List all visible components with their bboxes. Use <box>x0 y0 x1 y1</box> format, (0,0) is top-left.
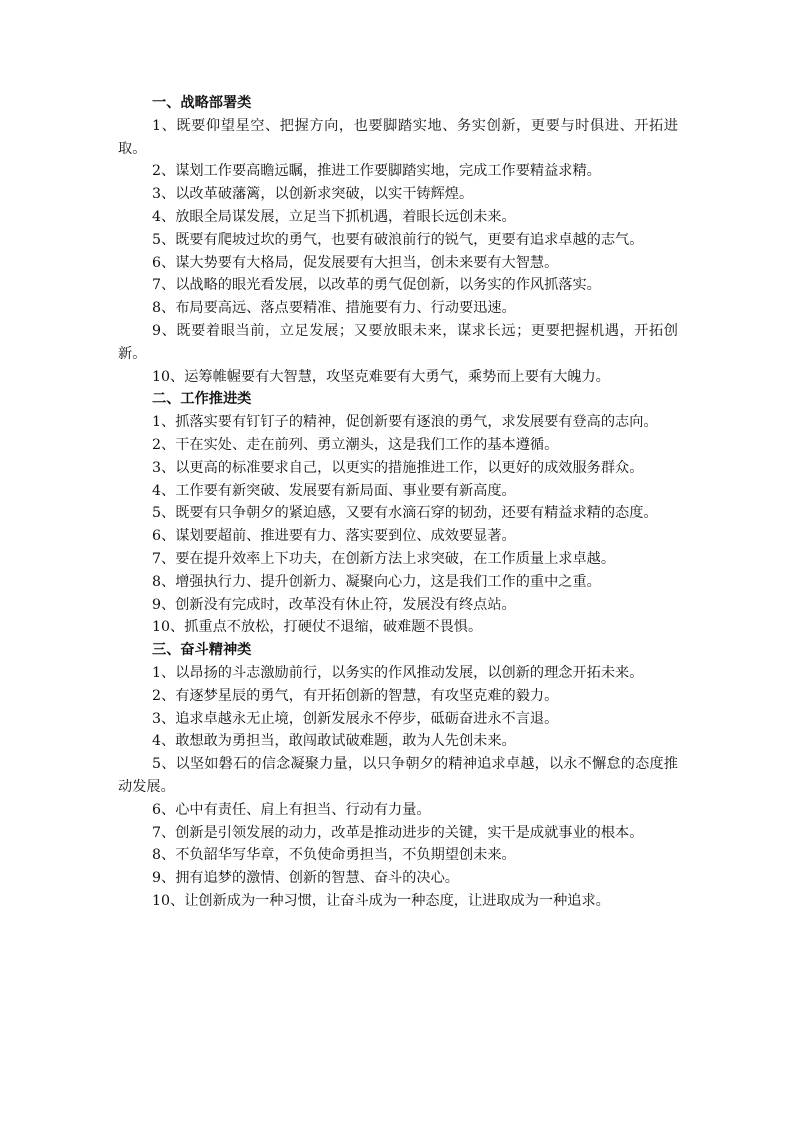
section-heading: 三、奋斗精神类 <box>152 642 252 659</box>
list-item: 5、既要有爬坡过坎的勇气，也要有破浪前行的锐气，更要有追求卓越的志气。 <box>152 231 644 248</box>
list-item: 6、谋大势要有大格局，促发展要有大担当，创未来要有大智慧。 <box>152 254 559 271</box>
list-item: 9、创新没有完成时，改革没有休止符，发展没有终点站。 <box>152 596 516 613</box>
list-item: 8、增强执行力、提升创新力、凝聚向心力，这是我们工作的重中之重。 <box>152 573 601 590</box>
list-item: 1、以昂扬的斗志激励前行，以务实的作风推动发展，以创新的理念开拓未来。 <box>152 664 644 681</box>
list-item: 7、创新是引领发展的动力，改革是推动进步的关键，实干是成就事业的根本。 <box>152 824 644 841</box>
list-item: 8、布局要高远、落点要精准、措施要有力、行动要迅速。 <box>152 300 516 317</box>
list-item: 6、心中有责任、肩上有担当、行动有力量。 <box>152 801 431 818</box>
list-item: 3、以更高的标准要求自己，以更实的措施推进工作，以更好的成效服务群众。 <box>152 459 644 476</box>
list-item: 5、以坚如磐石的信念凝聚力量，以只争朝夕的精神追求卓越，以永不懈怠的态度推动发展。 <box>118 756 678 795</box>
list-item: 5、既要有只争朝夕的紧迫感，又要有水滴石穿的韧劲，还要有精益求精的态度。 <box>152 505 658 522</box>
list-item: 1、抓落实要有钉钉子的精神，促创新要有逐浪的勇气，求发展要有登高的志向。 <box>152 414 658 431</box>
section-heading: 一、战略部署类 <box>152 95 252 111</box>
list-item: 10、让创新成为一种习惯，让奋斗成为一种态度，让进取成为一种追求。 <box>152 892 610 909</box>
list-item: 1、既要仰望星空、把握方向，也要脚踏实地、务实创新，更要与时俱进、开拓进取。 <box>118 117 678 157</box>
section-work <box>118 388 678 639</box>
list-item: 2、干在实处、走在前列、勇立潮头，这是我们工作的基本遵循。 <box>152 436 559 453</box>
list-item: 3、以改革破藩篱，以创新求突破，以实干铸辉煌。 <box>152 186 474 203</box>
list-item: 8、不负韶华写华章，不负使命勇担当，不负期望创未来。 <box>152 847 516 864</box>
list-item: 10、运筹帷幄要有大智慧，攻坚克难要有大勇气，乘势而上要有大魄力。 <box>152 368 610 385</box>
section-strategy <box>118 92 678 388</box>
list-item: 3、追求卓越永无止境，创新发展永不停步，砥砺奋进永不言退。 <box>152 710 559 727</box>
list-item: 2、有逐梦星辰的勇气，有开拓创新的智慧，有攻坚克难的毅力。 <box>152 687 559 704</box>
list-item: 7、要在提升效率上下功夫，在创新方法上求突破，在工作质量上求卓越。 <box>152 550 616 567</box>
list-item: 4、放眼全局谋发展，立足当下抓机遇，着眼长远创未来。 <box>152 208 516 225</box>
list-item: 9、拥有追梦的激情、创新的智慧、奋斗的决心。 <box>152 870 459 887</box>
section-spirit <box>118 639 678 913</box>
list-item: 10、抓重点不放松，打硬仗不退缩，破难题不畏惧。 <box>152 619 483 636</box>
list-item: 2、谋划工作要高瞻远瞩，推进工作要脚踏实地，完成工作要精益求精。 <box>152 163 601 180</box>
section-heading: 二、工作推进类 <box>152 391 252 408</box>
list-item: 4、敢想敢为勇担当，敢闯敢试破难题，敢为人先创未来。 <box>152 733 516 750</box>
list-item: 9、既要着眼当前，立足发展；又要放眼未来，谋求长远；更要把握机遇，开拓创新。 <box>118 322 678 362</box>
document-page <box>118 92 678 913</box>
list-item: 6、谋划要超前、推进要有力、落实要到位、成效要显著。 <box>152 528 516 545</box>
list-item: 4、工作要有新突破、发展要有新局面、事业要有新高度。 <box>152 482 516 499</box>
list-item: 7、以战略的眼光看发展，以改革的勇气促创新，以务实的作风抓落实。 <box>152 277 601 294</box>
